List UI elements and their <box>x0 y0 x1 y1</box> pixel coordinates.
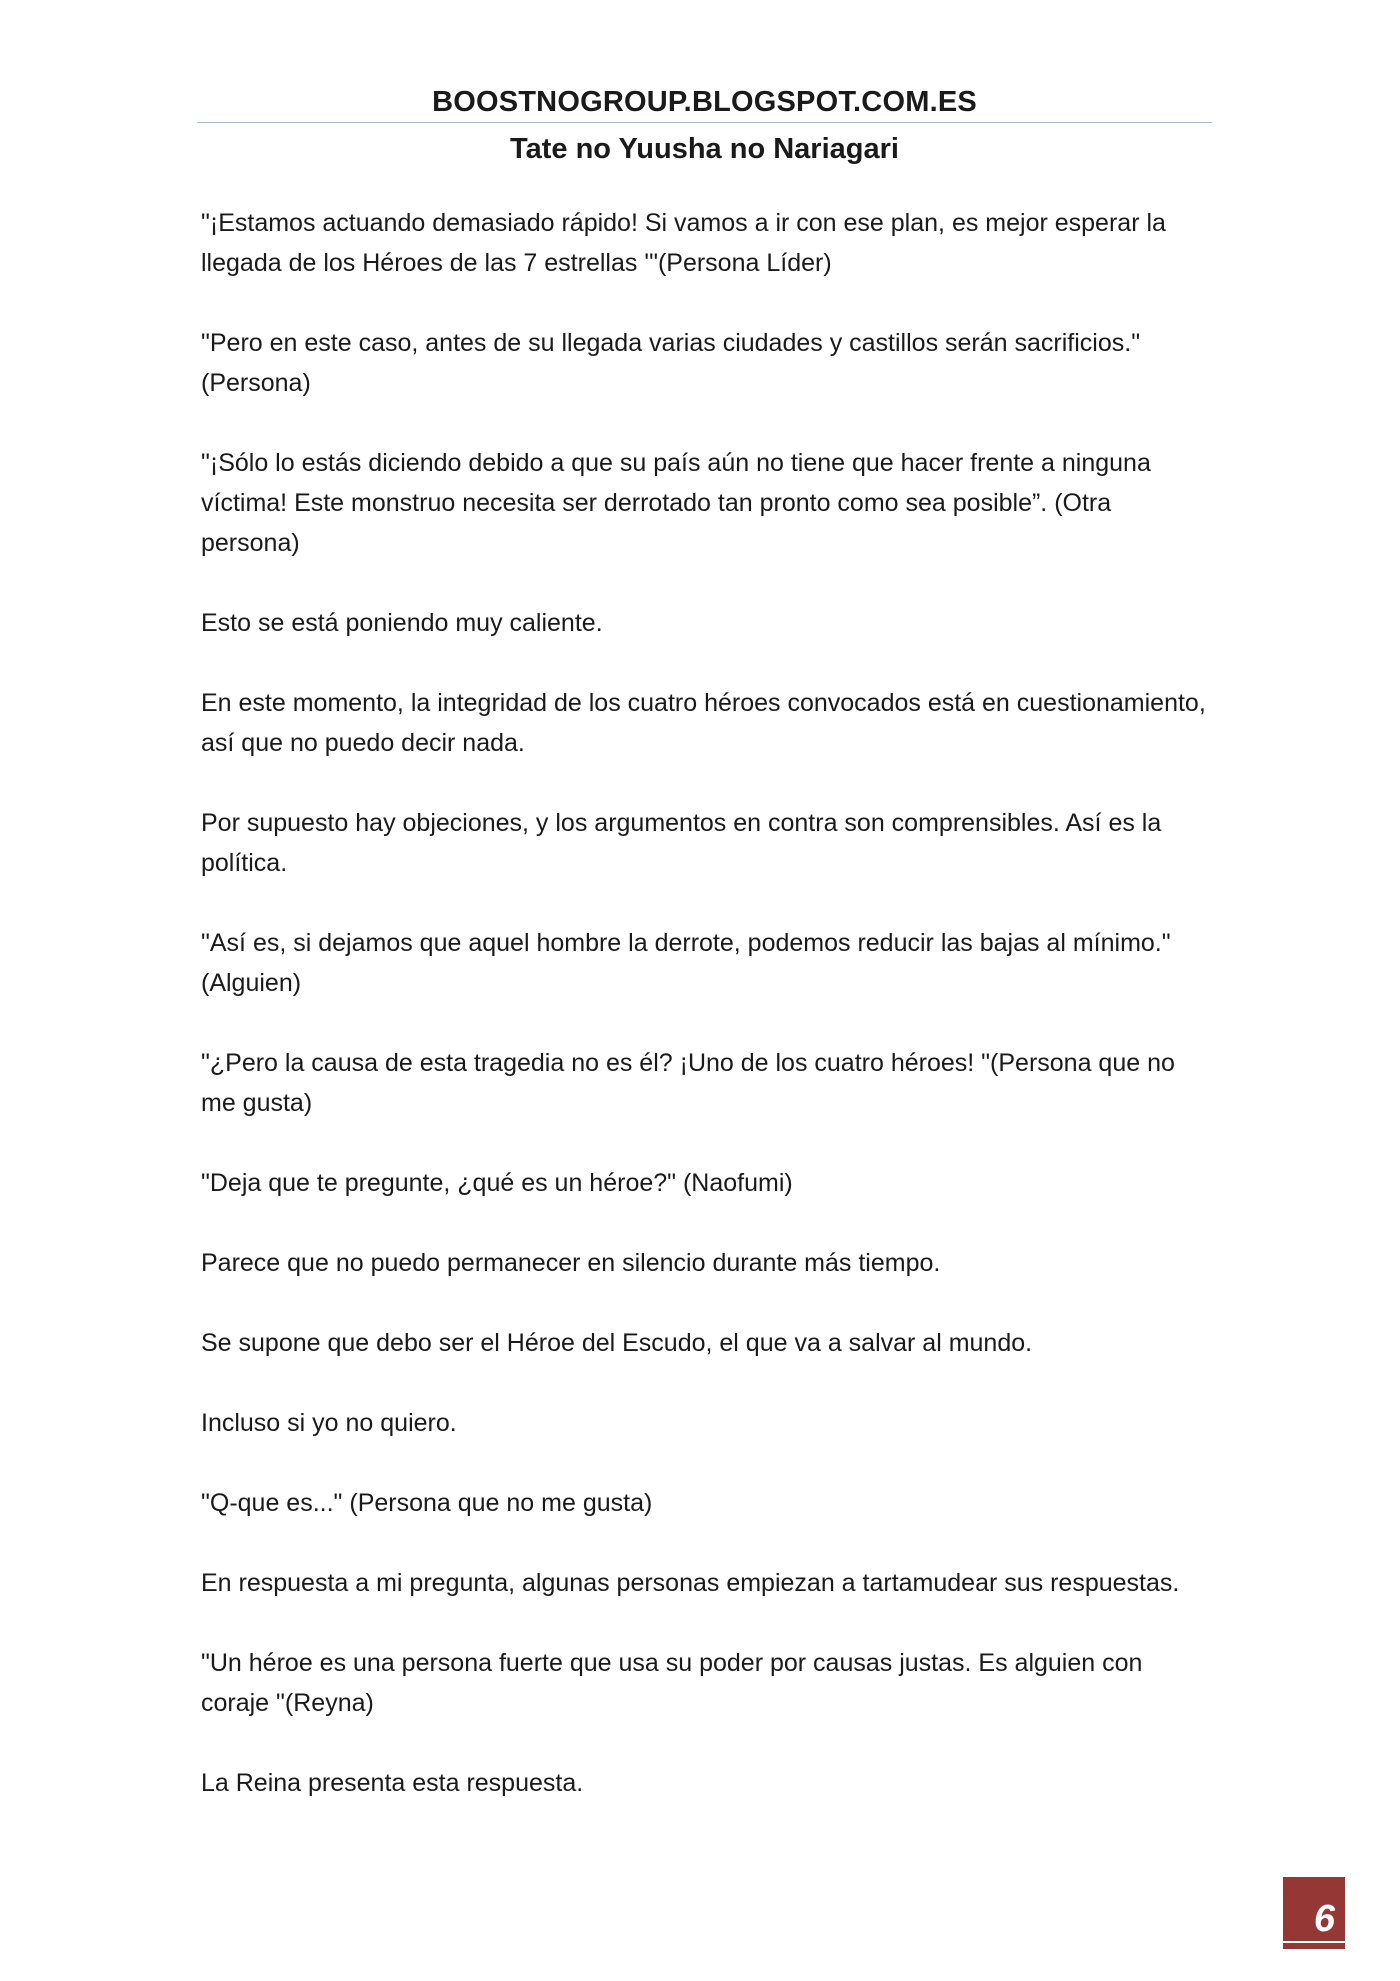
paragraph: "Q-que es..." (Persona que no me gusta) <box>201 1489 653 1517</box>
paragraph: Incluso si yo no quiero. <box>201 1409 457 1437</box>
document-body <box>201 203 1211 1843</box>
page-header <box>197 82 1212 171</box>
paragraph: "Deja que te pregunte, ¿qué es un héroe?" (Naofumi) <box>201 1169 793 1197</box>
paragraph: Por supuesto hay objeciones, y los argumentos en contra son comprensibles. Así es la política. <box>201 809 1162 877</box>
paragraph: "¡Estamos actuando demasiado rápido! Si vamos a ir con ese plan, es mejor esperar la llegada de los Héroes de las 7 estrellas '"(Persona Líder) <box>201 209 1166 277</box>
site-url: BOOSTNOGROUP.BLOGSPOT.COM.ES <box>432 86 977 118</box>
paragraph: "¿Pero la causa de esta tragedia no es él? ¡Uno de los cuatro héroes! "(Persona que no me gusta) <box>201 1049 1175 1117</box>
paragraph: "Un héroe es una persona fuerte que usa su poder por causas justas. Es alguien con coraje "(Reyna) <box>201 1649 1143 1717</box>
paragraph: Esto se está poniendo muy caliente. <box>201 609 603 637</box>
book-title: Tate no Yuusha no Nariagari <box>510 133 899 165</box>
paragraph: En respuesta a mi pregunta, algunas personas empiezan a tartamudear sus respuestas. <box>201 1569 1180 1597</box>
paragraph: Se supone que debo ser el Héroe del Escudo, el que va a salvar al mundo. <box>201 1329 1033 1357</box>
page-number: 6 <box>1313 1898 1335 1940</box>
paragraph: En este momento, la integridad de los cuatro héroes convocados está en cuestionamiento, así que no puedo decir nada. <box>201 689 1206 757</box>
paragraph: "Pero en este caso, antes de su llegada varias ciudades y castillos serán sacrificios." (Persona) <box>201 329 1141 397</box>
paragraph: La Reina presenta esta respuesta. <box>201 1769 584 1797</box>
header-divider <box>197 122 1212 123</box>
page-number-badge <box>1283 1877 1345 1949</box>
paragraph: Parece que no puedo permanecer en silencio durante más tiempo. <box>201 1249 941 1277</box>
paragraph: "Así es, si dejamos que aquel hombre la derrote, podemos reducir las bajas al mínimo." (Alguien) <box>201 929 1171 997</box>
page-number-underline <box>1283 1941 1345 1943</box>
paragraph: "¡Sólo lo estás diciendo debido a que su país aún no tiene que hacer frente a ninguna víctima! Este monstruo necesita ser derrotado tan pronto como sea posible”. (Otra persona) <box>201 449 1151 557</box>
